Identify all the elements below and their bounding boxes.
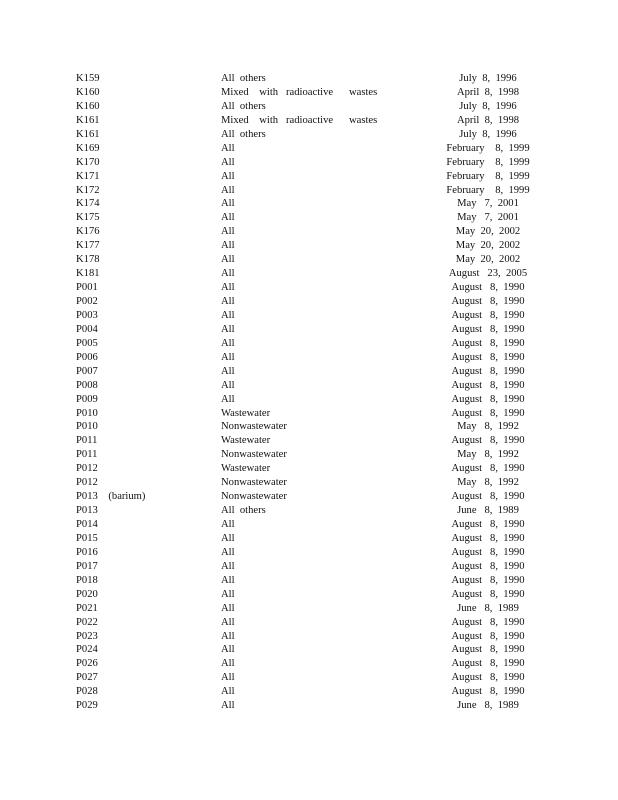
- effective-date: July 8, 1996: [459, 73, 517, 84]
- effective-date: May 20, 2002: [455, 240, 521, 252]
- effective-date: August 8, 1990: [451, 630, 525, 642]
- table-row: [0, 560, 618, 574]
- waste-description: All: [221, 519, 235, 530]
- waste-description: All: [221, 240, 235, 252]
- table-row: [0, 504, 618, 518]
- table-row: [0, 184, 618, 198]
- waste-code: P013: [76, 505, 98, 517]
- waste-code: K171: [76, 170, 100, 182]
- effective-date: August 8, 1990: [451, 672, 525, 684]
- waste-description: Nonwastewater: [221, 449, 287, 461]
- waste-description: All: [221, 546, 235, 558]
- effective-date: August 8, 1990: [451, 686, 525, 698]
- table-row: [0, 643, 618, 657]
- effective-date: August 8, 1990: [451, 463, 525, 475]
- waste-code: P001: [76, 282, 98, 294]
- waste-code: P004: [76, 323, 98, 335]
- table-row: [0, 86, 618, 100]
- waste-code: P026: [76, 658, 98, 670]
- waste-description: All: [221, 226, 235, 238]
- table-row: [0, 267, 618, 281]
- table-row: [0, 72, 618, 86]
- effective-date: August 8, 1990: [451, 323, 525, 335]
- waste-description: All: [221, 156, 235, 168]
- table-row: [0, 574, 618, 588]
- waste-description: All: [221, 254, 235, 266]
- effective-date: August 8, 1990: [451, 379, 525, 391]
- waste-code: P015: [76, 532, 98, 544]
- waste-description: All others: [221, 128, 266, 140]
- waste-description: All: [221, 616, 235, 628]
- waste-description: All: [221, 560, 235, 572]
- waste-code: P023: [76, 630, 98, 642]
- table-row: [0, 588, 618, 602]
- effective-date: May 8, 1992: [457, 421, 519, 433]
- effective-dates-table: [0, 72, 618, 713]
- waste-code: P012: [76, 463, 98, 475]
- waste-code: K175: [76, 212, 100, 224]
- table-row: [0, 685, 618, 699]
- waste-code: P011: [76, 435, 98, 447]
- waste-description: All: [221, 351, 235, 363]
- waste-description: All: [221, 644, 235, 656]
- table-row: [0, 546, 618, 560]
- table-row: [0, 128, 618, 142]
- waste-code: K159: [76, 73, 100, 84]
- waste-description: Nonwastewater: [221, 491, 287, 503]
- waste-code: K169: [76, 142, 100, 154]
- waste-description: Wastewater: [221, 435, 271, 447]
- waste-description: All: [221, 212, 235, 224]
- waste-code: K160: [76, 86, 100, 98]
- table-row: [0, 156, 618, 170]
- table-row: [0, 281, 618, 295]
- effective-date: August 8, 1990: [451, 407, 525, 419]
- waste-code: P017: [76, 560, 98, 572]
- table-row: [0, 407, 618, 421]
- waste-description: All others: [221, 73, 266, 84]
- table-row: [0, 393, 618, 407]
- waste-description: All: [221, 309, 235, 321]
- effective-date: August 8, 1990: [451, 560, 525, 572]
- waste-code: K172: [76, 184, 100, 196]
- waste-description: All: [221, 268, 235, 280]
- waste-code: P008: [76, 379, 98, 391]
- waste-description: Nonwastewater: [221, 421, 287, 433]
- waste-code: P024: [76, 644, 98, 656]
- waste-description: All: [221, 630, 235, 642]
- waste-description: All: [221, 658, 235, 670]
- waste-description: All: [221, 365, 235, 377]
- table-row: [0, 476, 618, 490]
- waste-code: P010: [76, 407, 98, 419]
- table-row: [0, 197, 618, 211]
- waste-description: Wastewater: [221, 463, 271, 475]
- effective-date: August 8, 1990: [451, 491, 525, 503]
- effective-date: August 8, 1990: [451, 365, 525, 377]
- waste-code: K161: [76, 114, 100, 126]
- table-row: [0, 671, 618, 685]
- waste-code: P022: [76, 616, 98, 628]
- waste-description: All: [221, 184, 235, 196]
- table-row: [0, 211, 618, 225]
- effective-date: August 8, 1990: [451, 519, 525, 530]
- effective-date: February 8, 1999: [446, 142, 530, 154]
- effective-date: August 8, 1990: [451, 309, 525, 321]
- table-row: [0, 462, 618, 476]
- effective-date: May 20, 2002: [455, 226, 521, 238]
- waste-description: All: [221, 282, 235, 294]
- table-row: [0, 337, 618, 351]
- effective-date: February 8, 1999: [446, 184, 530, 196]
- table-row: [0, 379, 618, 393]
- effective-date: August 8, 1990: [451, 435, 525, 447]
- effective-date: February 8, 1999: [446, 156, 530, 168]
- waste-code: P028: [76, 686, 98, 698]
- effective-date: August 8, 1990: [451, 532, 525, 544]
- waste-description: All: [221, 686, 235, 698]
- waste-code: P005: [76, 337, 98, 349]
- waste-description: All: [221, 602, 235, 614]
- waste-description: All: [221, 532, 235, 544]
- effective-date: August 8, 1990: [451, 282, 525, 294]
- effective-date: July 8, 1996: [459, 128, 517, 140]
- table-row: [0, 630, 618, 644]
- table-row: [0, 309, 618, 323]
- table-row: [0, 657, 618, 671]
- table-row: [0, 295, 618, 309]
- waste-description: Wastewater: [221, 407, 271, 419]
- waste-description: Mixed with radioactive wastes: [221, 114, 378, 126]
- waste-description: All: [221, 672, 235, 684]
- table-row: [0, 114, 618, 128]
- effective-date: August 8, 1990: [451, 337, 525, 349]
- waste-code: P018: [76, 574, 98, 586]
- table-row: [0, 323, 618, 337]
- waste-code: P012: [76, 477, 98, 489]
- waste-description: All others: [221, 505, 266, 517]
- waste-description: Mixed with radioactive wastes: [221, 86, 378, 98]
- effective-date: April 8, 1998: [456, 114, 520, 126]
- waste-code: P027: [76, 672, 98, 684]
- table-row: [0, 699, 618, 713]
- effective-date: August 8, 1990: [451, 616, 525, 628]
- effective-date: August 8, 1990: [451, 296, 525, 307]
- waste-description: All: [221, 337, 235, 349]
- waste-description: All: [221, 588, 235, 600]
- table-row: [0, 170, 618, 184]
- table-row: [0, 518, 618, 532]
- effective-date: August 23, 2005: [448, 268, 528, 280]
- waste-code: P014: [76, 519, 98, 530]
- effective-date: August 8, 1990: [451, 588, 525, 600]
- table-row: [0, 434, 618, 448]
- waste-description: All: [221, 574, 235, 586]
- effective-date: August 8, 1990: [451, 351, 525, 363]
- effective-date: August 8, 1990: [451, 658, 525, 670]
- effective-date: August 8, 1990: [451, 574, 525, 586]
- waste-code: P009: [76, 393, 98, 405]
- effective-date: April 8, 1998: [456, 86, 520, 98]
- effective-date: July 8, 1996: [459, 100, 517, 112]
- table-row: [0, 351, 618, 365]
- table-row: [0, 100, 618, 114]
- waste-code: P002: [76, 296, 98, 307]
- waste-code: P010: [76, 421, 98, 433]
- waste-code: P007: [76, 365, 98, 377]
- waste-code: K181: [76, 268, 100, 280]
- waste-code: K160: [76, 100, 100, 112]
- waste-code: P006: [76, 351, 98, 363]
- effective-date: August 8, 1990: [451, 644, 525, 656]
- waste-description: All: [221, 198, 235, 210]
- table-row: [0, 239, 618, 253]
- effective-date: May 20, 2002: [455, 254, 521, 266]
- table-row: [0, 225, 618, 239]
- waste-description: All: [221, 170, 235, 182]
- waste-code: K170: [76, 156, 100, 168]
- effective-date: June 8, 1989: [457, 700, 519, 712]
- effective-date: May 8, 1992: [457, 477, 519, 489]
- table-row: [0, 602, 618, 616]
- waste-description: All: [221, 142, 235, 154]
- waste-code: P029: [76, 700, 98, 712]
- waste-code: K161: [76, 128, 100, 140]
- effective-date: May 7, 2001: [457, 212, 519, 224]
- waste-description: All others: [221, 100, 266, 112]
- waste-code: P003: [76, 309, 98, 321]
- waste-code: K174: [76, 198, 100, 210]
- table-row: [0, 365, 618, 379]
- effective-date: June 8, 1989: [457, 505, 519, 517]
- waste-description: All: [221, 700, 235, 712]
- effective-date: August 8, 1990: [451, 546, 525, 558]
- table-row: [0, 142, 618, 156]
- waste-description: All: [221, 296, 235, 307]
- waste-description: Nonwastewater: [221, 477, 287, 489]
- waste-code: K178: [76, 254, 100, 266]
- table-row: [0, 532, 618, 546]
- waste-code: P016: [76, 546, 98, 558]
- waste-code: K176: [76, 226, 100, 238]
- table-row: [0, 253, 618, 267]
- table-row: [0, 616, 618, 630]
- table-row: [0, 420, 618, 434]
- effective-date: May 7, 2001: [457, 198, 519, 210]
- waste-code: P020: [76, 588, 98, 600]
- waste-code: P011: [76, 449, 98, 461]
- waste-description: All: [221, 379, 235, 391]
- effective-date: May 8, 1992: [457, 449, 519, 461]
- waste-description: All: [221, 323, 235, 335]
- waste-code: P021: [76, 602, 98, 614]
- waste-code: K177: [76, 240, 100, 252]
- table-row: [0, 490, 618, 504]
- waste-code: P013 (barium): [76, 491, 146, 503]
- effective-date: August 8, 1990: [451, 393, 525, 405]
- table-row: [0, 448, 618, 462]
- effective-date: June 8, 1989: [457, 602, 519, 614]
- waste-description: All: [221, 393, 235, 405]
- effective-date: February 8, 1999: [446, 170, 530, 182]
